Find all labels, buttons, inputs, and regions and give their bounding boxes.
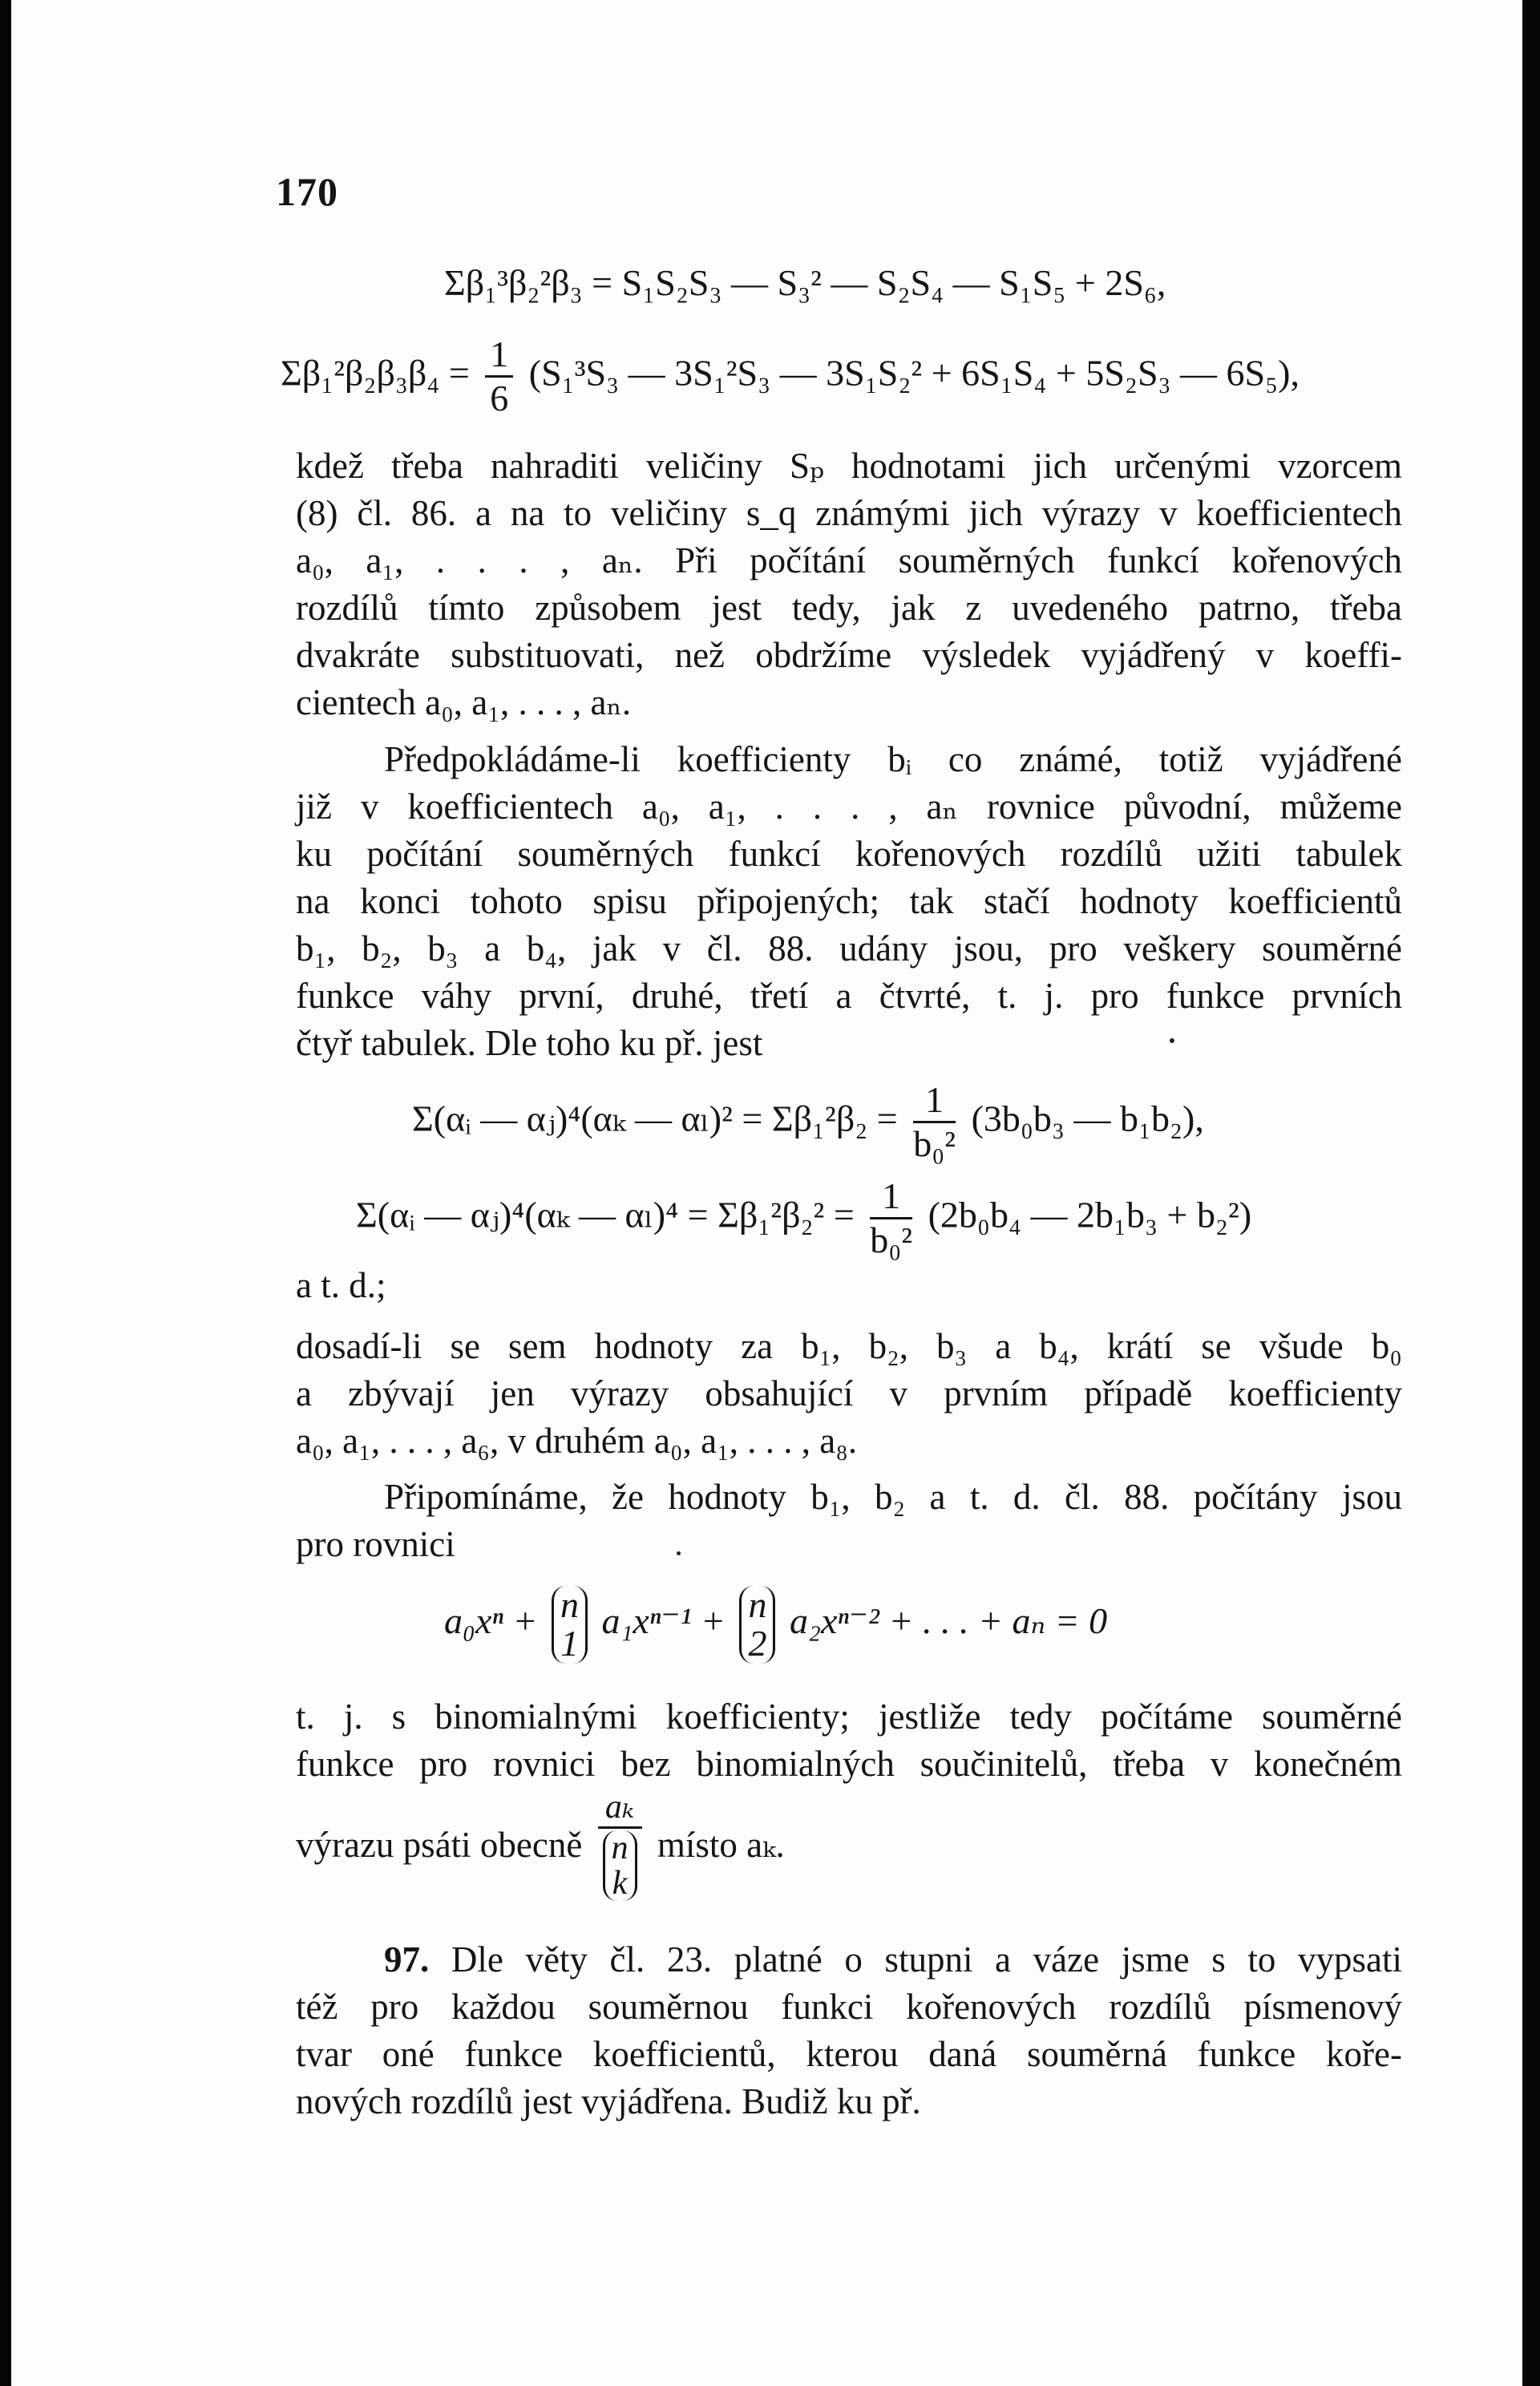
formula-ak-denominator	[598, 1829, 642, 1901]
formula-4-rhs: (2b₀b₄ — 2b₁b₃ + b₂²)	[928, 1194, 1252, 1235]
paragraph-2	[296, 736, 1402, 1067]
formula-2-fraction	[485, 335, 513, 419]
formula-alpha-sum-4	[356, 1177, 1251, 1260]
formula-2-lhs: Σβ₁²β₂β₃β₄ =	[281, 352, 470, 394]
formula-4-fraction	[870, 1177, 912, 1260]
paragraph-3-line: a zbývají jen výrazy obsahující v prvním případě koefficienty	[296, 1373, 1402, 1413]
etc-note	[296, 1262, 616, 1309]
paragraph-5	[296, 1693, 1402, 1788]
binomial-n-1	[552, 1586, 588, 1664]
paragraph-2-line: již v koefficientech a₀, a₁, . . . , aₙ rovnice původní, můžeme	[296, 787, 1402, 827]
paragraph-4-line: pro rovnici	[296, 1524, 455, 1564]
formula-polynomial	[444, 1586, 1107, 1664]
paragraph-5-tail	[296, 1790, 1178, 1901]
formula-4-numerator: 1	[870, 1177, 912, 1219]
polynomial-term-rest: a₂xⁿ⁻² + . . . + aₙ = 0	[789, 1599, 1108, 1641]
paragraph-4	[296, 1474, 1402, 1568]
paragraph-6-first-line	[296, 1936, 1402, 1984]
binomial-n-1-bottom: 1	[560, 1623, 579, 1664]
formula-alpha-sum-3	[412, 1081, 1204, 1164]
binomial-n-k	[603, 1830, 637, 1901]
paragraph-2-line: na konci tohoto spisu připojených; tak stačí hodnoty koefficientů	[296, 881, 1402, 921]
paragraph-3	[296, 1323, 1402, 1465]
paragraph-6-line: tvar oné funkce koefficientů, kterou daná souměrná funkce koře-	[296, 2034, 1402, 2074]
paragraph-6	[296, 1936, 1402, 2125]
paragraph-2-line: čtyř tabulek. Dle toho ku př. jest	[296, 1023, 763, 1063]
scan-border-left	[0, 0, 11, 2386]
paragraph-2-line: Předpokládáme-li koefficienty bᵢ co známé, totiž vyjádřené	[384, 739, 1402, 779]
formula-3-denominator: b₀²	[913, 1123, 956, 1165]
paragraph-1-line: cientech a₀, a₁, . . . , aₙ.	[296, 682, 632, 722]
page-number: 170	[276, 169, 338, 214]
paragraph-5-line: t. j. s binomialnými koefficienty; jestliže tedy počítáme souměrné	[296, 1696, 1402, 1737]
formula-4-denominator: b₀²	[870, 1219, 913, 1261]
paragraph-5-tail-before: výrazu psáti obecně	[296, 1825, 583, 1866]
formula-3-lhs: Σ(αᵢ — αⱼ)⁴(αₖ — αₗ)² = Σβ₁²β₂ =	[412, 1098, 898, 1139]
paragraph-1-line: kdež třeba nahraditi veličiny Sₚ hodnotami jich určenými vzorcem	[296, 446, 1402, 486]
paragraph-6-line: Dle věty čl. 23. platné o stupni a váze jsme s to vypsati	[451, 1939, 1403, 1980]
formula-beta-sum-1: Σβ₁³β₂²β₃ = S₁S₂S₃ — S₃² — S₂S₄ — S₁S₅ + 2S₆,	[444, 262, 1166, 303]
paragraph-2-line: b₁, b₂, b₃ a b₄, jak v čl. 88. udány jsou, pro veškery souměrné	[296, 928, 1402, 969]
formula-2-numerator: 1	[485, 335, 513, 378]
paragraph-6-line: též pro každou souměrnou funkci kořenových rozdílů písmenový	[296, 1987, 1402, 2027]
binomial-n-2-bottom: 2	[748, 1623, 767, 1664]
binomial-n-1-top: n	[560, 1584, 579, 1625]
paragraph-1	[296, 443, 1402, 726]
binomial-n-2	[739, 1586, 775, 1664]
formula-ak-numerator: aₖ	[598, 1790, 642, 1829]
paragraph-3-line: a₀, a₁, . . . , a₆, v druhém a₀, a₁, . . . , a₈.	[296, 1421, 858, 1461]
polynomial-term-0: a₀xⁿ +	[444, 1599, 538, 1641]
formula-ak-over-binom	[598, 1790, 642, 1901]
etc-text: a t. d.;	[296, 1265, 386, 1305]
polynomial-term-1: a₁xⁿ⁻¹ +	[601, 1599, 726, 1641]
paragraph-5-tail-after: místo aₖ.	[657, 1825, 785, 1866]
paragraph-2-line: funkce váhy první, druhé, třetí a čtvrté, t. j. pro funkce prvních	[296, 976, 1402, 1016]
binomial-n-2-top: n	[748, 1584, 767, 1625]
paragraph-1-line: (8) čl. 86. a na to veličiny s_q známými jich výrazy v koefficientech	[296, 493, 1402, 533]
paragraph-4-line: Připomínáme, že hodnoty b₁, b₂ a t. d. čl. 88. počítány jsou	[384, 1477, 1402, 1517]
formula-2-rhs: (S₁³S₃ — 3S₁²S₃ — 3S₁S₂² + 6S₁S₄ + 5S₂S₃ — 6S₅),	[528, 352, 1300, 394]
section-number: 97.	[384, 1939, 430, 1980]
paragraph-3-line: dosadí-li se sem hodnoty za b₁, b₂, b₃ a b₄, krátí se všude b₀	[296, 1326, 1402, 1366]
formula-4-lhs: Σ(αᵢ — αⱼ)⁴(αₖ — αₗ)⁴ = Σβ₁²β₂² =	[356, 1194, 855, 1235]
paragraph-1-line: a₀, a₁, . . . , aₙ. Při počítání souměrných funkcí kořenových	[296, 540, 1402, 580]
book-page	[11, 0, 1522, 2386]
binomial-n-k-bottom: k	[612, 1865, 628, 1903]
scan-speck	[677, 1551, 681, 1555]
formula-2-denominator: 6	[490, 378, 509, 419]
paragraph-1-line: dvakráte substituovati, než obdržíme výsledek vyjádřený v koeffi-	[296, 635, 1402, 675]
formula-3-numerator: 1	[913, 1081, 956, 1123]
binomial-n-k-top: n	[611, 1830, 629, 1867]
paragraph-1-line: rozdílů tímto způsobem jest tedy, jak z uvedeného patrno, třeba	[296, 588, 1402, 628]
paragraph-6-line: nových rozdílů jest vyjádřena. Budiž ku př.	[296, 2081, 921, 2121]
scan-border-right	[1522, 0, 1540, 2386]
paragraph-5-line: funkce pro rovnici bez binomialných součinitelů, třeba v konečném	[296, 1744, 1402, 1784]
formula-3-rhs: (3b₀b₃ — b₁b₂),	[971, 1098, 1204, 1139]
formula-beta-sum-2	[281, 335, 1300, 419]
scan-speck	[1170, 1038, 1174, 1043]
formula-3-fraction	[913, 1081, 956, 1164]
paragraph-2-line: ku počítání souměrných funkcí kořenových rozdílů užiti tabulek	[296, 834, 1402, 874]
